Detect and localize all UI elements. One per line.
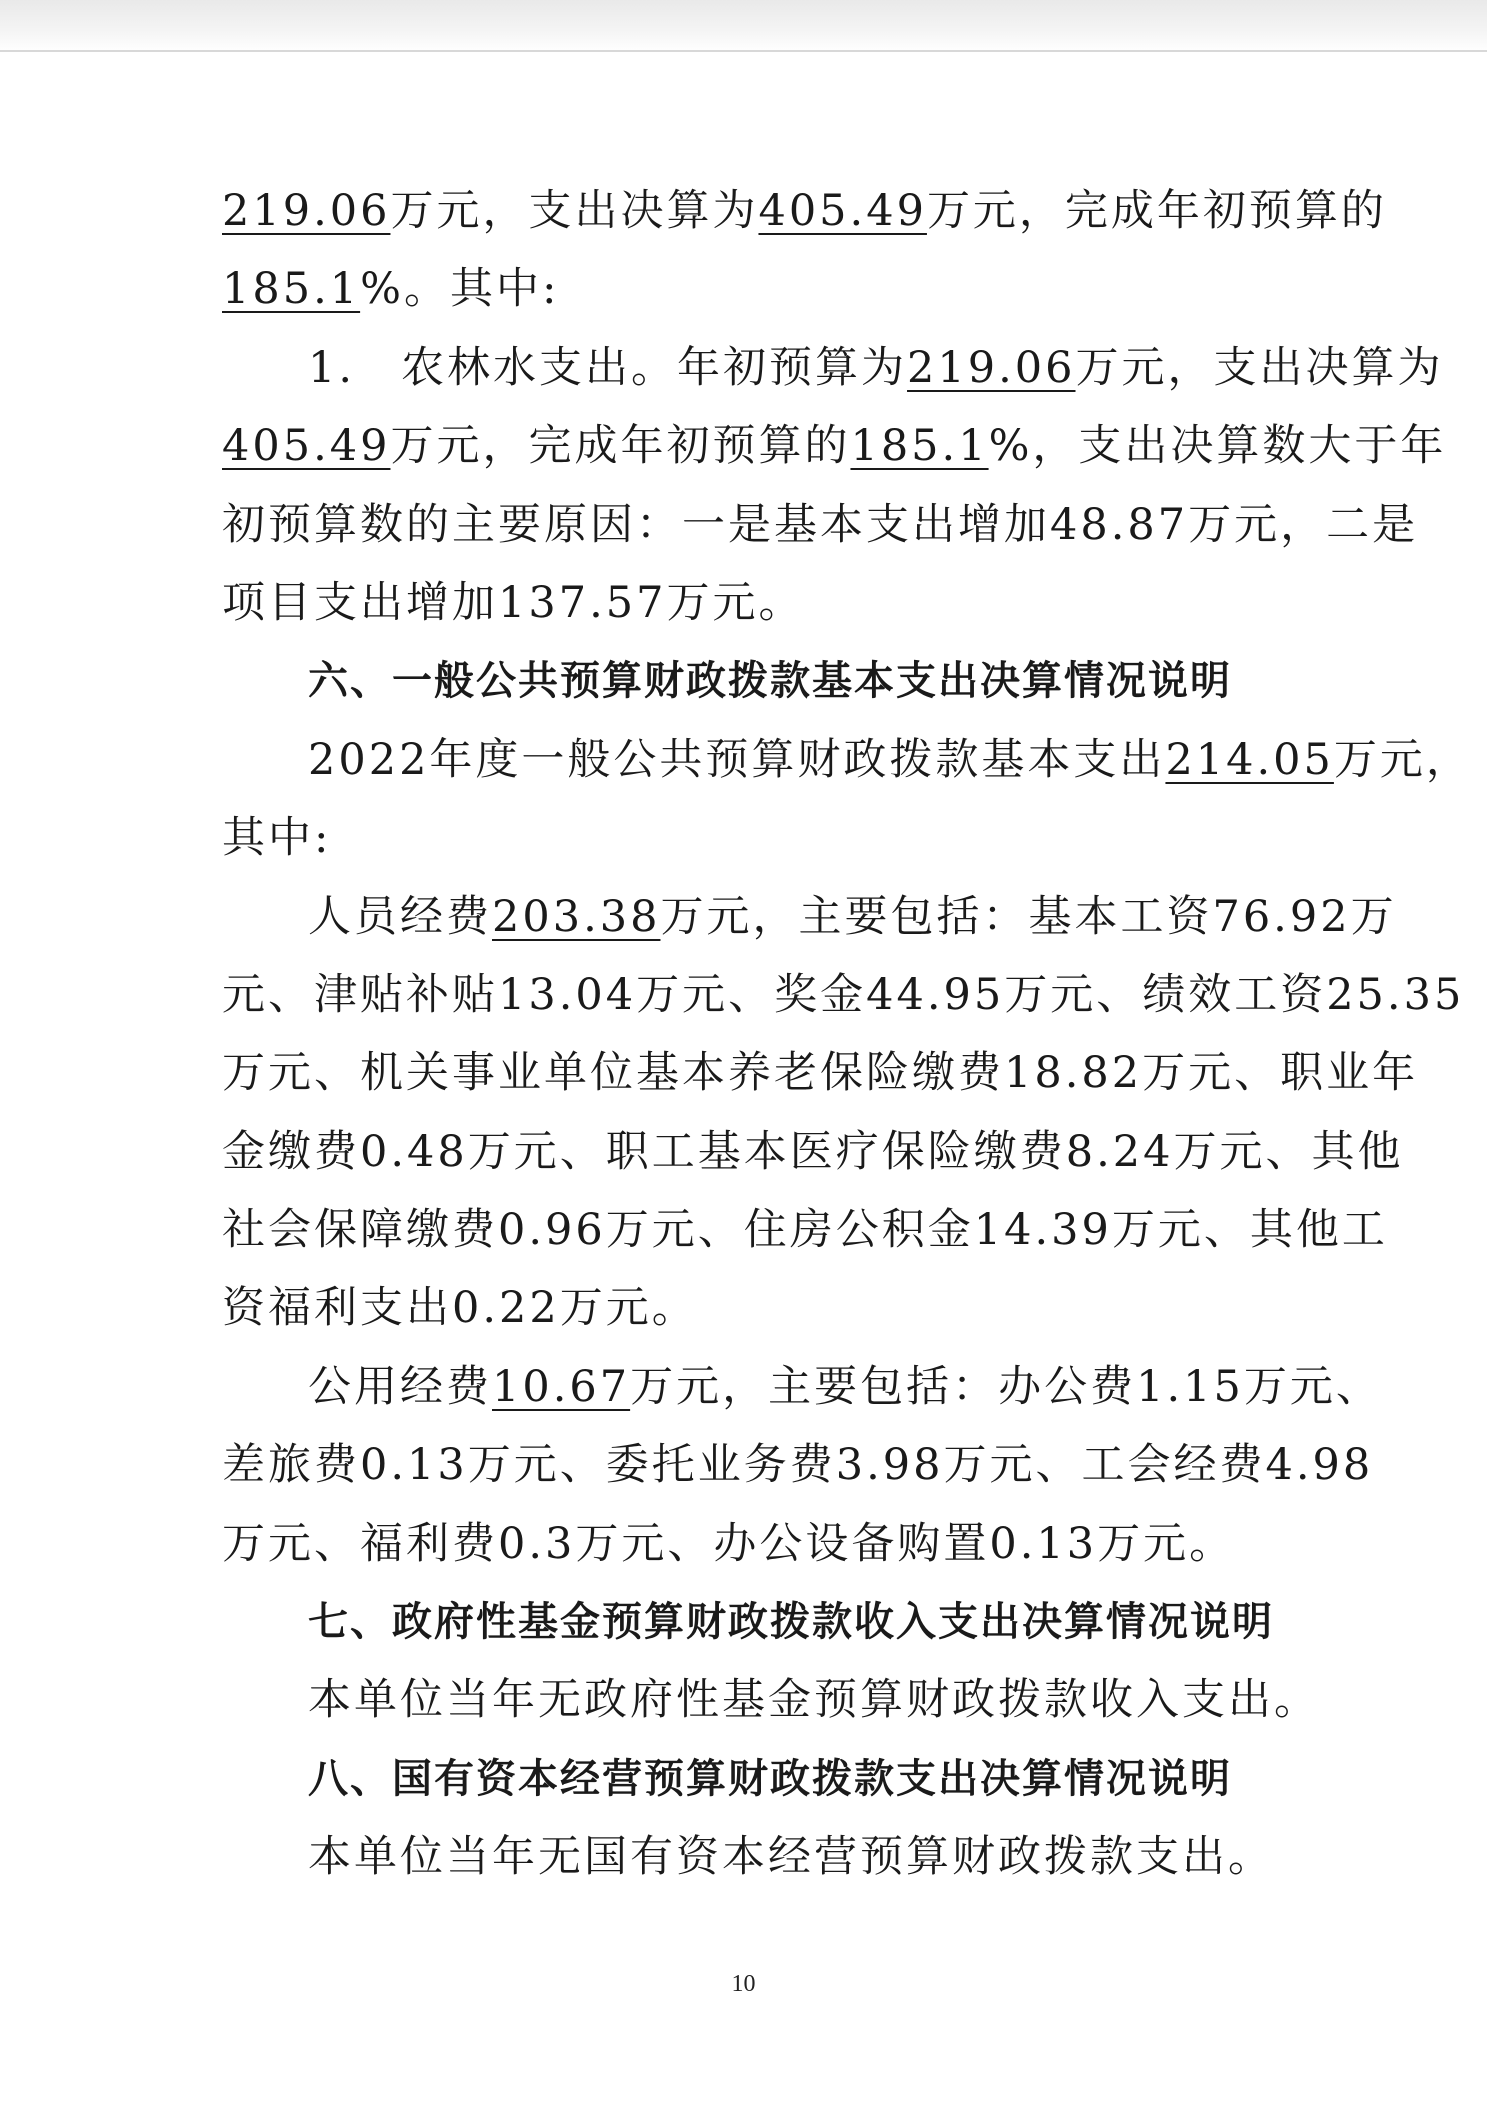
text-run: 元、津贴补贴13.04万元、奖金44.95万元、绩效工资25.35 — [222, 969, 1465, 1020]
paragraph-line — [222, 1505, 1268, 1583]
paragraph-line — [222, 486, 1419, 564]
paragraph-line — [222, 329, 1444, 407]
scan-top-edge — [0, 0, 1487, 52]
amount-underlined: 214.05 — [1165, 734, 1334, 785]
text-run: 万元，主要包括：办公费1.15万元、 — [630, 1361, 1382, 1412]
text-run: 2022年度一般公共预算财政拨款基本支出 — [308, 734, 1166, 785]
text-run: 万元，主要包括：基本工资76.92万 — [660, 891, 1397, 942]
amount-underlined: 203.38 — [492, 891, 661, 942]
text-run: 本单位当年无国有资本经营预算财政拨款支出。 — [308, 1832, 1274, 1883]
text-run: 初预算数的主要原因：一是基本支出增加48.87万元，二是 — [222, 499, 1419, 550]
paragraph-line — [222, 799, 1268, 877]
amount-underlined: 219.06 — [907, 342, 1076, 393]
paragraph-line — [222, 1348, 1382, 1426]
text-run: 本单位当年无政府性基金预算财政拨款收入支出。 — [308, 1675, 1320, 1726]
text-run: 万元，支出决算为 — [1075, 342, 1444, 393]
paragraph-line — [222, 878, 1397, 956]
paragraph-line — [222, 1426, 1374, 1504]
text-run: 万元， — [1333, 734, 1472, 785]
paragraph-line — [222, 721, 1472, 799]
text-run: 万元、机关事业单位基本养老保险缴费18.82万元、职业年 — [222, 1048, 1419, 1099]
amount-underlined: 405.49 — [222, 421, 391, 472]
text-run: 人员经费 — [308, 891, 492, 942]
text-run: 万元，完成年初预算的 — [926, 186, 1387, 236]
amount-underlined: 219.06 — [222, 186, 391, 236]
text-run: %，支出决算数大于年 — [988, 421, 1447, 472]
text-run: 社会保障缴费0.96万元、住房公积金14.39万元、其他工 — [222, 1205, 1388, 1256]
text-run: 公用经费 — [308, 1361, 492, 1412]
text-run: 1. 农林水支出。年初预算为 — [308, 342, 908, 393]
document-body — [222, 172, 1472, 1897]
paragraph-line — [222, 564, 1268, 642]
text-run: 差旅费0.13万元、委托业务费3.98万元、工会经费4.98 — [222, 1440, 1374, 1491]
amount-underlined: 10.67 — [492, 1361, 631, 1412]
heading-text: 七、政府性基金预算财政拨款收入支出决算情况说明 — [308, 1599, 1274, 1646]
text-run: 其中: — [222, 813, 332, 864]
section-heading-6 — [222, 642, 1268, 720]
section-heading-7 — [222, 1583, 1274, 1661]
paragraph-line — [222, 1269, 1268, 1347]
text-run: 万元、福利费0.3万元、办公设备购置0.13万元。 — [222, 1518, 1236, 1569]
text-run: 项目支出增加137.57万元。 — [222, 577, 805, 628]
paragraph-line — [222, 250, 1268, 328]
heading-text: 八、国有资本经营预算财政拨款支出决算情况说明 — [308, 1755, 1232, 1802]
percent-underlined: 185.1 — [222, 264, 361, 315]
page-number: 10 — [731, 1971, 756, 1997]
text-run: 资福利支出0.22万元。 — [222, 1283, 698, 1334]
heading-text: 六、一般公共预算财政拨款基本支出决算情况说明 — [308, 658, 1232, 705]
paragraph-line — [222, 1661, 1320, 1739]
percent-underlined: 185.1 — [850, 421, 989, 472]
amount-underlined: 405.49 — [758, 186, 927, 236]
scan-top-edge-line — [0, 50, 1487, 52]
text-run: %。其中: — [360, 264, 560, 315]
paragraph-line — [222, 1191, 1388, 1269]
paragraph-line — [222, 956, 1465, 1034]
section-heading-8 — [222, 1740, 1268, 1818]
text-run: 万元，完成年初预算的 — [390, 421, 851, 472]
paragraph-line — [222, 1034, 1419, 1112]
paragraph-line — [222, 407, 1447, 485]
paragraph-line — [222, 1113, 1404, 1191]
paragraph-line — [222, 172, 1387, 250]
text-run: 金缴费0.48万元、职工基本医疗保险缴费8.24万元、其他 — [222, 1126, 1404, 1177]
text-run: 万元，支出决算为 — [390, 186, 759, 236]
paragraph-line — [222, 1818, 1274, 1896]
